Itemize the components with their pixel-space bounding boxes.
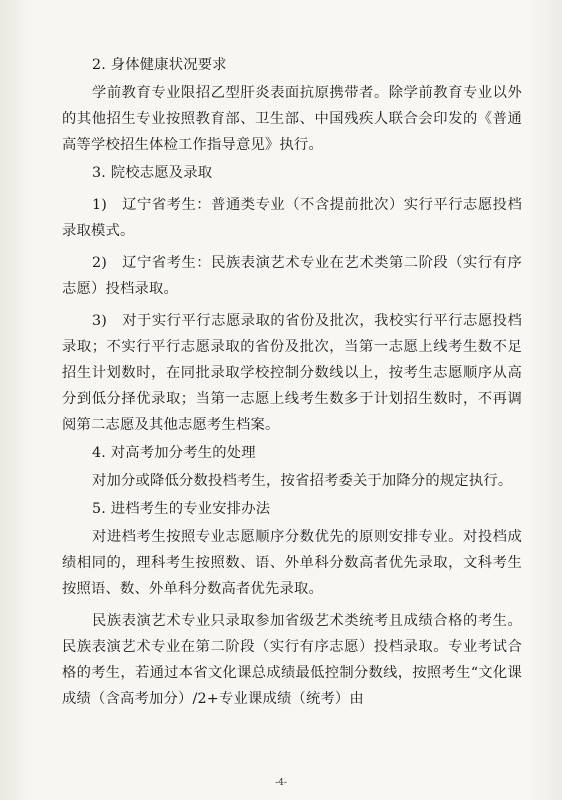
section-heading-major-assignment: 5. 进档考生的专业安排办法 (92, 501, 271, 517)
paragraph-health-requirements: 学前教育专业限招乙型肝炎表面抗原携带者。除学前教育专业以外的其他招生专业按照教育部、卫生部、中国残疾人联合会印发的《普通高等学校招生体检工作指导意见》执行。 (62, 85, 522, 153)
section-heading-health: 2. 身体健康状况要求 (92, 57, 227, 73)
paragraph-bonus-points: 对加分或降低分数投档考生，按省招考委关于加降分的规定执行。 (92, 473, 513, 489)
section-heading-bonus-points: 4. 对高考加分考生的处理 (92, 445, 256, 461)
paragraph-admission-rule-3: 3) 对于实行平行志愿录取的省份及批次，我校实行平行志愿投档录取；不实行平行志愿录取的省份及批次，当第一志愿上线考生数不足招生计划数时，在同批录取学校控制分数线以上，按考生志愿顺序从高分到低分择优录取；当第一志愿上线考生数多于计划招生数时，不再调阅第二志愿及其他志愿考生档案。 (62, 313, 522, 433)
document-body (62, 52, 522, 712)
paragraph-admission-rule-1: 1) 辽宁省考生：普通类专业（不含提前批次）实行平行志愿投档录取模式。 (62, 197, 522, 239)
paragraph-admission-rule-2: 2) 辽宁省考生：民族表演艺术专业在艺术类第二阶段（实行有序志愿）投档录取。 (62, 255, 522, 297)
page-number: -4- (275, 778, 287, 788)
section-heading-admission: 3. 院校志愿及录取 (92, 165, 213, 181)
paragraph-ethnic-performing-arts: 民族表演艺术专业只录取参加省级艺术类统考且成绩合格的考生。民族表演艺术专业在第二阶段（实行有序志愿）投档录取。专业考试合格的考生，若通过本省文化课总成绩最低控制分数线，按照考生“文化课成绩（含高考加分）/2+专业课成绩（统考）由 (62, 613, 522, 707)
paragraph-major-assignment: 对进档考生按照专业志愿顺序分数优先的原则安排专业。对投档成绩相同的，理科考生按照数、语、外单科分数高者优先录取，文科考生按照语、数、外单科分数高者优先录取。 (62, 529, 522, 597)
